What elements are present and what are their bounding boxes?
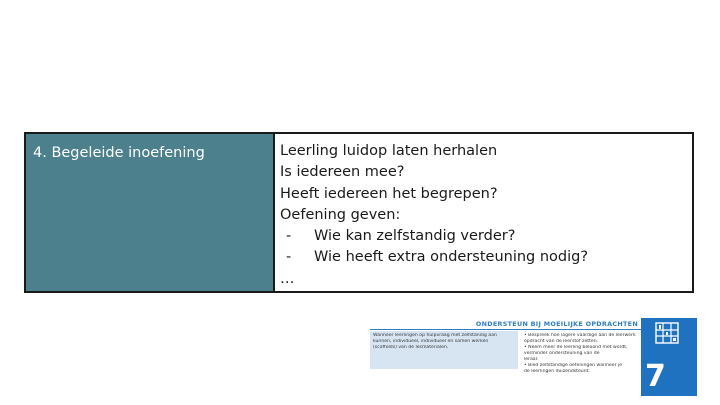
step-content <box>275 134 692 291</box>
bullet-text: Wie heeft extra ondersteuning nodig? <box>314 249 589 266</box>
bullet-dash: - <box>286 249 292 266</box>
bullet-item <box>280 247 692 268</box>
bullet-dash: - <box>286 228 292 245</box>
card-text-line: • Neem meer de leerling beloond met wordt, <box>524 345 628 350</box>
card-text-line: de leerlingen duizendsteunt. <box>524 369 590 374</box>
card-left-column <box>370 331 518 369</box>
step-cell <box>26 134 275 291</box>
content-line: Heeft iedereen het begrepen? <box>280 185 498 202</box>
ellipsis: … <box>280 270 295 287</box>
bullet-item <box>280 226 692 247</box>
card-text-line: (scaffolds) van de lesmaterialen. <box>373 345 449 350</box>
instruction-table <box>24 132 694 293</box>
card-number: 7 <box>645 359 666 394</box>
content-line: Oefening geven: <box>280 206 401 223</box>
bullet-text: Wie kan zelfstandig verder? <box>314 228 516 245</box>
card-text-line: kunnen, individueel, individueel en samen werken <box>373 339 489 344</box>
card-text-line: leraar. <box>524 357 539 362</box>
grid-chart-icon <box>655 322 679 344</box>
card-text-line: • Bied zelfstandige oefeningen wanneer je <box>524 363 623 368</box>
content-line: Is iedereen mee? <box>280 164 405 181</box>
card-text-line: verminder ondersteuning van de <box>524 351 600 356</box>
card-text-line: • Bespreek hoe lagere vaardige aan de leerwerk <box>524 333 636 338</box>
step-title: 4. Begeleide inoefening <box>33 145 205 161</box>
content-line: Leerling luidop laten herhalen <box>280 143 498 159</box>
card-text-line: Wanneer leerlingen op hulpvraag met zelfstandig aan <box>373 333 497 338</box>
card-right-column <box>521 331 641 396</box>
support-card-image <box>370 318 697 396</box>
card-sidebar <box>641 318 697 396</box>
card-text-line: opdracht van de leerstof zetten. <box>524 339 599 344</box>
card-header: ONDERSTEUN BIJ MOEILIJKE OPDRACHTEN <box>370 318 641 330</box>
